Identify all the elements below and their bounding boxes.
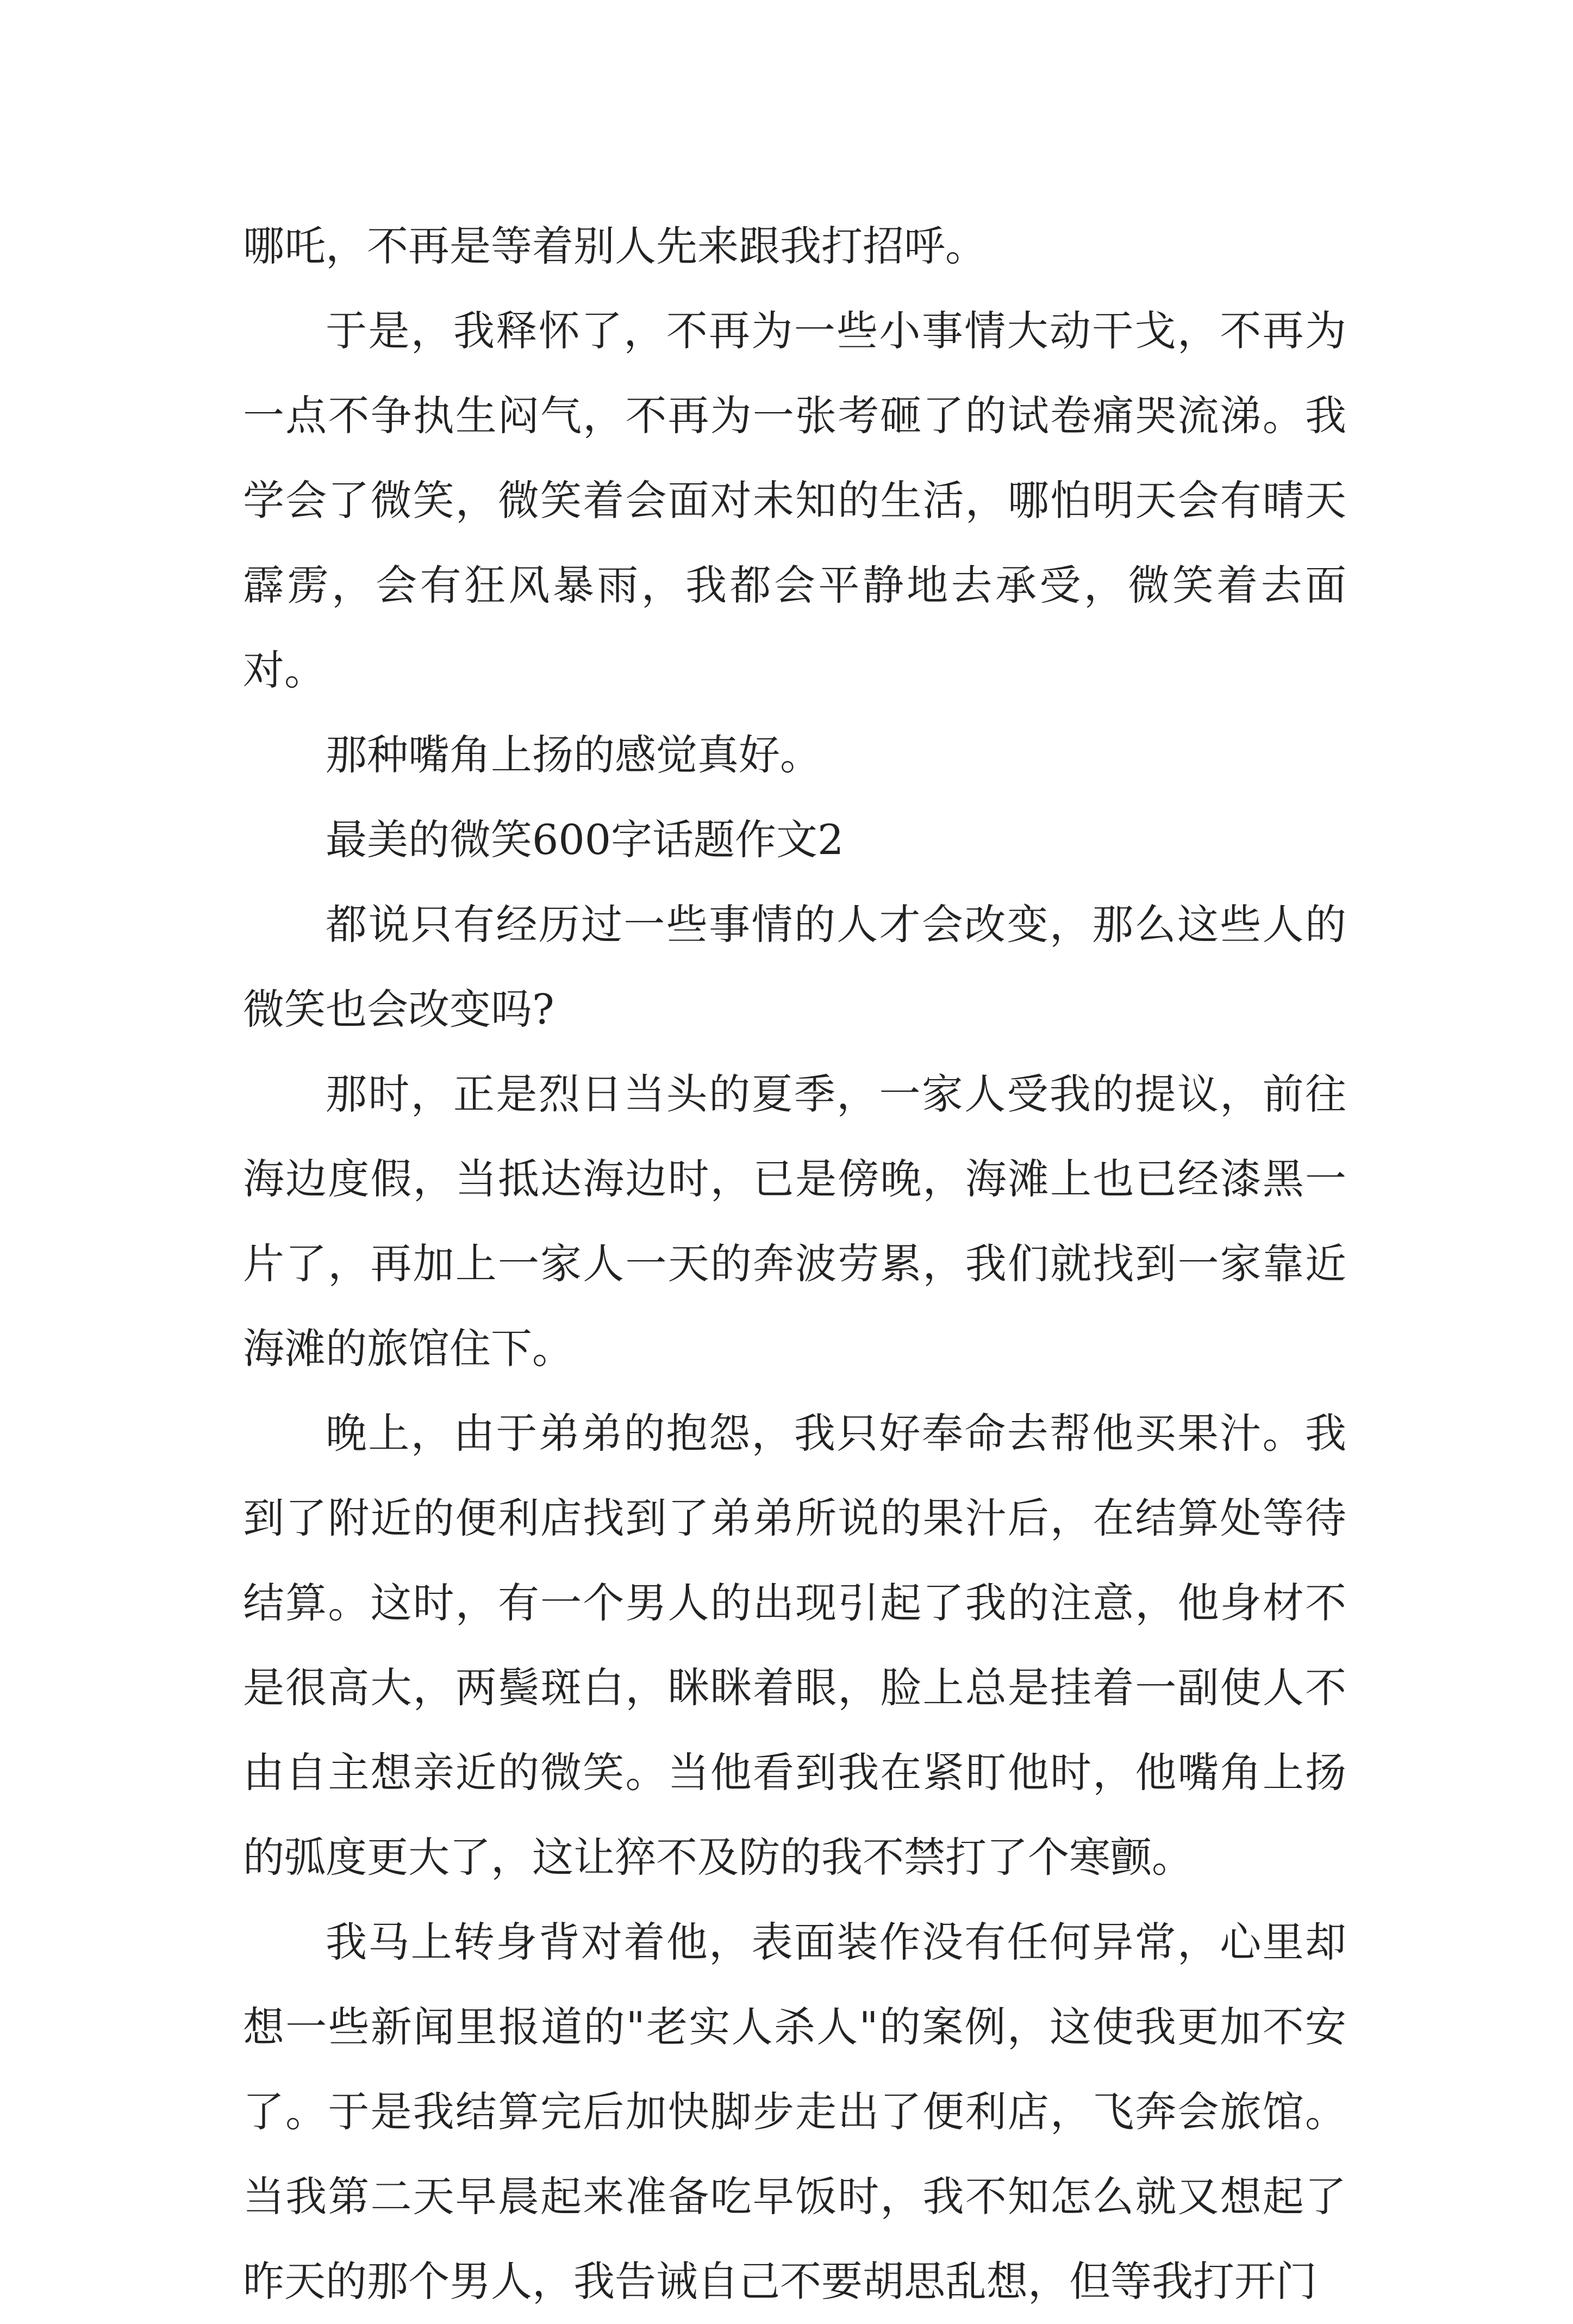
paragraph-7: 我马上转身背对着他，表面装作没有任何异常，心里却想一些新闻里报道的"老实人杀人"的案例，这使我更加不安了。于是我结算完后加快脚步走出了便利店，飞奔会旅馆。当我第二天早晨起来准备吃早饭时，我不知怎么就又想起了昨天的那个男人，我告诫自己不要胡思乱想，但等我打开门 <box>243 1918 1346 2306</box>
paragraph-3: 那种嘴角上扬的感觉真好。 <box>326 731 821 779</box>
paragraph-5: 那时，正是烈日当头的夏季，一家人受我的提议，前往海边度假，当抵达海边时，已是傍晚，海滩上也已经漆黑一片了，再加上一家人一天的奔波劳累，我们就找到一家靠近海滩的旅馆住下。 <box>243 1070 1346 1373</box>
paragraph-4: 都说只有经历过一些事情的人才会改变，那么这些人的微笑也会改变吗? <box>243 900 1346 1033</box>
body-text <box>243 204 1346 2324</box>
section-heading: 最美的微笑600字话题作文2 <box>326 815 844 864</box>
paragraph-2: 于是，我释怀了，不再为一些小事情大动干戈，不再为一点不争执生闷气，不再为一张考砸了的试卷痛哭流涕。我学会了微笑，微笑着会面对未知的生活，哪怕明天会有晴天霹雳，会有狂风暴雨，我都会平静地去承受，微笑着去面对。 <box>243 307 1346 694</box>
paragraph-6: 晚上，由于弟弟的抱怨，我只好奉命去帮他买果汁。我到了附近的便利店找到了弟弟所说的果汁后，在结算处等待结算。这时，有一个男人的出现引起了我的注意，他身材不是很高大，两鬓斑白，眯眯着眼，脸上总是挂着一副使人不由自主想亲近的微笑。当他看到我在紧盯他时，他嘴角上扬的弧度更大了，这让猝不及防的我不禁打了个寒颤。 <box>243 1409 1346 1881</box>
paragraph-1: 哪吒，不再是等着别人先来跟我打招呼。 <box>243 222 987 270</box>
